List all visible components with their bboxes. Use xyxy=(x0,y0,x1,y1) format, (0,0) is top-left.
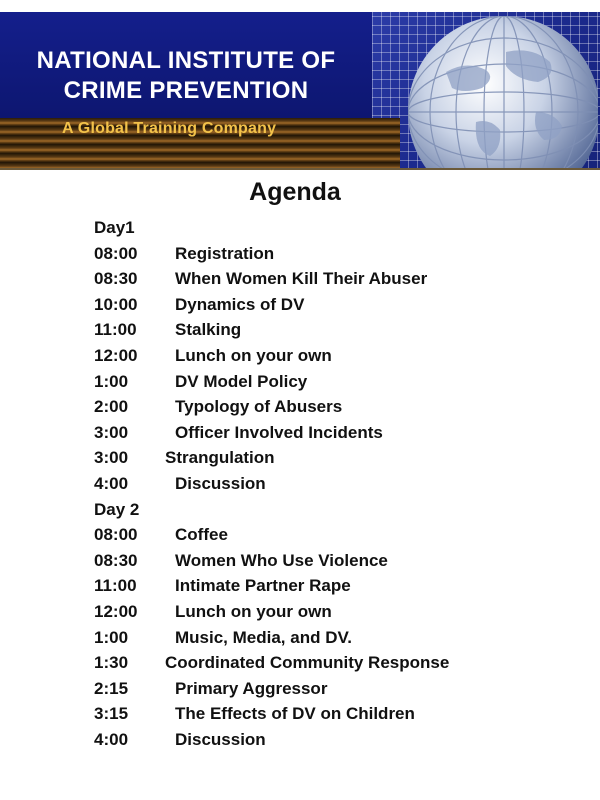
agenda-item xyxy=(94,241,514,267)
agenda-topic: Music, Media, and DV. xyxy=(175,627,352,647)
agenda-item xyxy=(94,445,514,471)
header-divider xyxy=(0,168,600,170)
agenda-topic: DV Model Policy xyxy=(175,371,308,391)
agenda-item xyxy=(94,625,514,651)
agenda-topic: Dynamics of DV xyxy=(175,294,305,314)
agenda-time: 2:00 xyxy=(94,397,129,417)
header-banner xyxy=(0,12,600,170)
agenda-item xyxy=(94,394,514,420)
agenda-item xyxy=(94,650,514,676)
agenda-topic: Women Who Use Violence xyxy=(175,550,388,570)
agenda-topic: Officer Involved Incidents xyxy=(175,422,383,442)
agenda-time: 4:00 xyxy=(94,473,129,493)
agenda-item xyxy=(94,676,514,702)
agenda-item xyxy=(94,573,514,599)
agenda-topic: The Effects of DV on Children xyxy=(175,704,415,724)
agenda-item xyxy=(94,292,514,318)
agenda-time: 12:00 xyxy=(94,345,138,365)
agenda-topic: Discussion xyxy=(175,473,266,493)
agenda-item xyxy=(94,317,514,343)
agenda-time: 1:00 xyxy=(94,627,129,647)
agenda-topic: Coordinated Community Response xyxy=(165,653,450,673)
agenda-time: 3:15 xyxy=(94,704,129,724)
agenda-time: 1:00 xyxy=(94,371,129,391)
globe-image xyxy=(386,12,598,170)
agenda-item xyxy=(94,266,514,292)
agenda-list xyxy=(94,215,514,752)
agenda-time: 08:30 xyxy=(94,269,138,289)
agenda-item xyxy=(94,548,514,574)
agenda-topic: Registration xyxy=(175,243,275,263)
agenda-topic: Primary Aggressor xyxy=(175,678,328,698)
agenda-time: 4:00 xyxy=(94,729,129,749)
agenda-item xyxy=(94,343,514,369)
agenda-time: 12:00 xyxy=(94,601,138,621)
agenda-time: 1:30 xyxy=(94,653,129,673)
agenda-time: 3:00 xyxy=(94,448,129,468)
agenda-item xyxy=(94,599,514,625)
day-heading: Day1 xyxy=(94,218,135,237)
agenda-item xyxy=(94,522,514,548)
agenda-topic: Discussion xyxy=(175,729,266,749)
agenda-topic: Coffee xyxy=(175,525,228,545)
agenda-time: 11:00 xyxy=(94,576,137,596)
agenda-topic: Typology of Abusers xyxy=(175,397,343,417)
agenda-heading: Agenda xyxy=(249,178,341,206)
agenda-time: 08:30 xyxy=(94,550,138,570)
agenda-item xyxy=(94,420,514,446)
agenda-time: 2:15 xyxy=(94,678,129,698)
agenda-topic: Lunch on your own xyxy=(175,345,332,365)
agenda-topic: Strangulation xyxy=(165,448,275,468)
agenda-topic: Stalking xyxy=(175,320,242,340)
agenda-topic: When Women Kill Their Abuser xyxy=(175,269,428,289)
day-heading: Day 2 xyxy=(94,499,140,519)
agenda-time: 08:00 xyxy=(94,243,138,263)
agenda-item xyxy=(94,727,514,753)
organization-name xyxy=(0,46,372,106)
agenda-topic: Intimate Partner Rape xyxy=(175,576,351,596)
agenda-topic: Lunch on your own xyxy=(175,601,332,621)
organization-name-line2: CRIME PREVENTION xyxy=(63,77,309,104)
tagline: A Global Training Company xyxy=(62,120,277,137)
agenda-item xyxy=(94,471,514,497)
agenda-time: 08:00 xyxy=(94,525,138,545)
agenda-time: 10:00 xyxy=(94,294,138,314)
agenda-item xyxy=(94,701,514,727)
agenda-item xyxy=(94,369,514,395)
organization-name-line1: NATIONAL INSTITUTE OF xyxy=(36,47,336,74)
agenda-time: 11:00 xyxy=(94,320,137,340)
agenda-time: 3:00 xyxy=(94,422,129,442)
